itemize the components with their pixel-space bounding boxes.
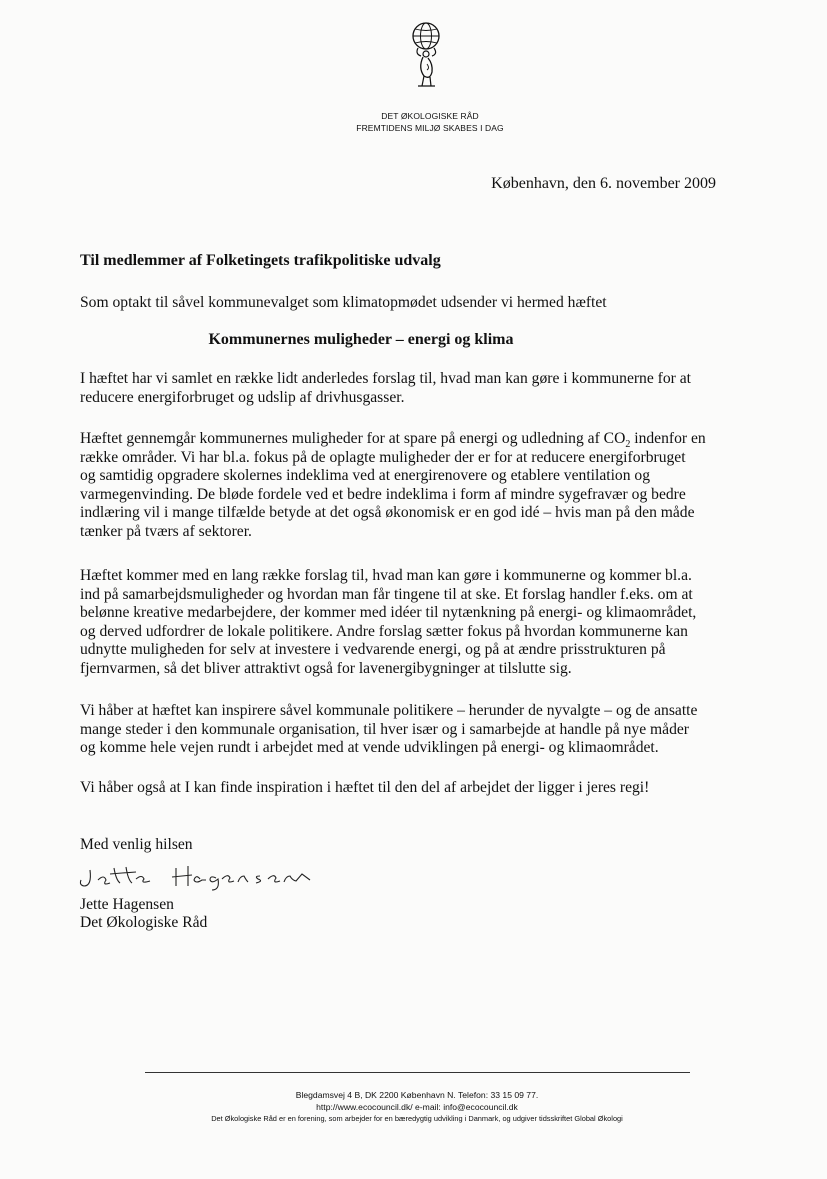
- paragraph-line: mange steder i den kommunale organisation, til hver især og i samarbejde at handle på nye måder: [80, 720, 689, 738]
- signer-organization: Det Økologiske Råd: [80, 914, 208, 931]
- paragraph-4: [80, 702, 760, 758]
- paragraph-line: tænker på tværs af sektorer.: [80, 522, 252, 540]
- paragraph-line: ind på samarbejdsmuligheder og hvordan man får tingene til at ske. Et forslag handler f.eks. om at: [80, 585, 693, 603]
- letterhead-tagline: FREMTIDENS MILJØ SKABES I DAG: [356, 123, 504, 133]
- closing-salutation: Med venlig hilsen: [80, 836, 193, 853]
- co2-subscript: 2: [625, 439, 631, 451]
- handwritten-signature: [76, 862, 316, 892]
- paragraph-line: [80, 430, 760, 449]
- signer-name: Jette Hagensen: [80, 896, 174, 913]
- paragraph-line: og komme hele vejen rundt i arbejdet med at vende udviklingen på energi- og klimaområdet.: [80, 739, 659, 757]
- paragraph-line: udnytte muligheden for selv at investere i vedvarende energi, og på at ændre prisstrukturen på: [80, 641, 666, 659]
- intro-paragraph: Som optakt til såvel kommunevalget som klimatopmødet udsender vi hermed hæftet: [80, 294, 607, 311]
- paragraph-line: indlæring vil i mange tilfælde betyde at det også økonomisk er en god idé – hvis man på den måde: [80, 504, 695, 522]
- recipient-heading: Til medlemmer af Folketingets trafikpolitiske udvalg: [80, 252, 441, 269]
- paragraph-3: [80, 567, 760, 679]
- footer-description: Det Økologiske Råd er en forening, som arbejder for en bæredygtig udvikling i Danmark, og udgiver tidsskriftet Global Økologi: [211, 1114, 623, 1123]
- paragraph-line: I hæftet har vi samlet en række lidt anderledes forslag til, hvad man kan gøre i kommunerne for at: [80, 370, 692, 387]
- letter-date: København, den 6. november 2009: [491, 175, 716, 192]
- paragraph-line: belønne kreative medarbejdere, der kommer med idéer til nytænkning på energi- og klimaområdet,: [80, 604, 697, 622]
- paragraph-line: reducere energiforbruget og udslip af drivhusgasser.: [80, 388, 405, 406]
- paragraph-2: [80, 430, 760, 542]
- paragraph-line: Vi håber også at I kan finde inspiration i hæftet til den del af arbejdet der ligger i jeres regi!: [80, 779, 650, 796]
- footer-divider: [145, 1072, 690, 1073]
- booklet-title: Kommunernes muligheder – energi og klima: [208, 331, 514, 348]
- paragraph-line: fjernvarmen, så det bliver attraktivt også for lavenergibygninger at tilslutte sig.: [80, 659, 572, 677]
- paragraph-line: varmegenvinding. De bløde fordele ved et bedre indeklima i form af mindre sygefravær og bedre: [80, 485, 686, 503]
- paragraph-1: [80, 370, 760, 407]
- atlas-globe-logo-icon: [408, 20, 444, 92]
- paragraph-5: [80, 779, 760, 798]
- paragraph-text: Hæftet gennemgår kommunernes muligheder for at spare på energi og udledning af CO: [80, 430, 626, 447]
- letterhead-org-name: DET ØKOLOGISKE RÅD: [381, 111, 479, 121]
- footer-address: Blegdamsvej 4 B, DK 2200 København N. Telefon: 33 15 09 77.: [295, 1090, 539, 1100]
- paragraph-line: og derved udfordrer de lokale politikere. Andre forslag sætter fokus på hvordan kommunerne kan: [80, 622, 688, 640]
- footer-contact: http://www.ecocouncil.dk/ e-mail: info@ecocouncil.dk: [316, 1102, 518, 1112]
- paragraph-line: række områder. Vi har bl.a. fokus på de oplagte muligheder der er for at reducere energiforbruget: [80, 448, 686, 466]
- paragraph-line: Hæftet kommer med en lang række forslag til, hvad man kan gøre i kommunerne og kommer bl.a.: [80, 567, 692, 584]
- paragraph-line: Vi håber at hæftet kan inspirere såvel kommunale politikere – herunder de nyvalgte – og de ansatte: [80, 702, 698, 719]
- paragraph-line: og samtidig opgradere skolernes indeklima ved at energirenovere og etablere ventilation og: [80, 467, 650, 485]
- paragraph-text: indenfor en: [630, 430, 706, 447]
